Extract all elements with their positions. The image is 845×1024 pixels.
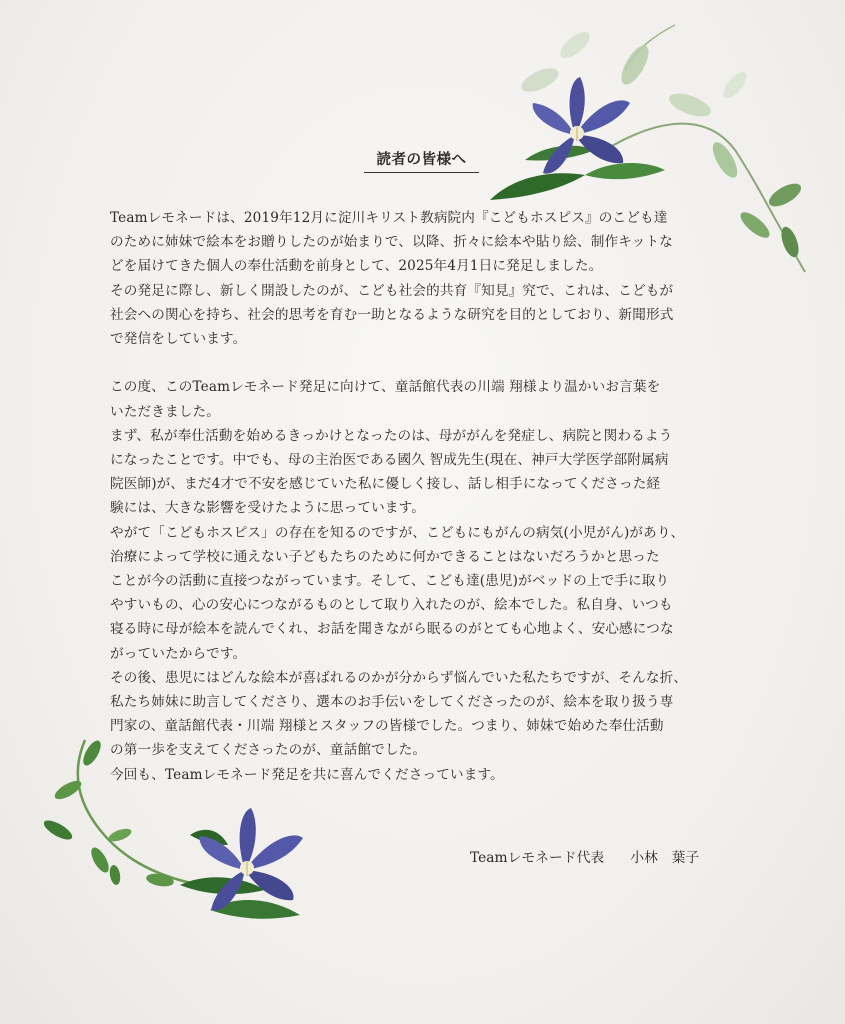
body-line: その後、患児にはどんな絵本が喜ばれるのかが分からず悩んでいた私たちですが、そんな折、 [110, 669, 688, 686]
body-line: ことが今の活動に直接つながっています。そして、こども達(患児)がベッドの上で手に取り [110, 573, 670, 590]
body-line: 門家の、童話館代表・川端 翔様とスタッフの皆様でした。つまり、姉妹で始めた奉仕活動 [110, 718, 664, 735]
letter-title: 読者の皆様へ [364, 148, 479, 173]
body-line: 験には、大きな影響を受けたように思っています。 [110, 500, 426, 517]
body-line: のために姉妹で絵本をお贈りしたのが始まりで、以降、折々に絵本や貼り絵、制作キットな [110, 234, 673, 251]
body-line: この度、このTeamレモネード発足に向けて、童話館代表の川端 翔様より温かいお言葉を [110, 379, 661, 396]
body-line: 治療によって学校に通えない子どもたちのために何かできることはないだろうかと思った [110, 548, 660, 565]
body-line: がっていたからです。 [110, 645, 247, 662]
body-line: になったことです。中でも、母の主治医である國久 智成先生(現在、神戸大学医学部附属病 [110, 452, 669, 469]
body-line: 今回も、Teamレモネード発足を共に喜んでくださっています。 [110, 766, 504, 783]
body-line: で発信をしています。 [110, 331, 247, 348]
signature [470, 846, 725, 866]
body-line: やがて「こどもホスピス」の存在を知るのですが、こどもにもがんの病気(小児がん)があり、 [110, 524, 685, 541]
body-line: やすいもの、心の安心につながるものとして取り入れたのが、絵本でした。私自身、いつも [110, 597, 673, 614]
body-line: いただきました。 [110, 403, 220, 420]
paragraph-gap [110, 351, 732, 375]
body-line: 社会への関心を持ち、社会的思考を育む一助となるような研究を目的としており、新聞形式 [110, 306, 674, 323]
body-line: の第一歩を支えてくださったのが、童話館でした。 [110, 742, 427, 759]
body-line: 院医師)が、まだ4才で不安を感じていた私に優しく接し、話し相手になってくださった経 [110, 476, 661, 493]
body-line: どを届けてきた個人の奉仕活動を前身として、2025年4月1日に発足しました。 [110, 258, 603, 275]
body-line: Teamレモネードは、2019年12月に淀川キリスト教病院内『こどもホスピス』のこども達 [110, 210, 668, 226]
letter-body [110, 206, 732, 787]
signature-role: Teamレモネード代表 [470, 850, 605, 866]
body-line: 私たち姉妹に助言してくださり、選本のお手伝いをしてくださったのが、絵本を取り扱う専 [110, 694, 674, 711]
body-line: その発足に際し、新しく開設したのが、こども社会的共育『知見』究で、これは、こどもが [110, 282, 674, 299]
body-line: まず、私が奉仕活動を始めるきっかけとなったのは、母ががんを発症し、病院と関わるよう [110, 427, 673, 444]
signature-name: 小林 葉子 [630, 850, 700, 866]
body-line: 寝る時に母が絵本を読んでくれ、お話を聞きながら眠るのがとても心地よく、安心感につな [110, 621, 674, 638]
